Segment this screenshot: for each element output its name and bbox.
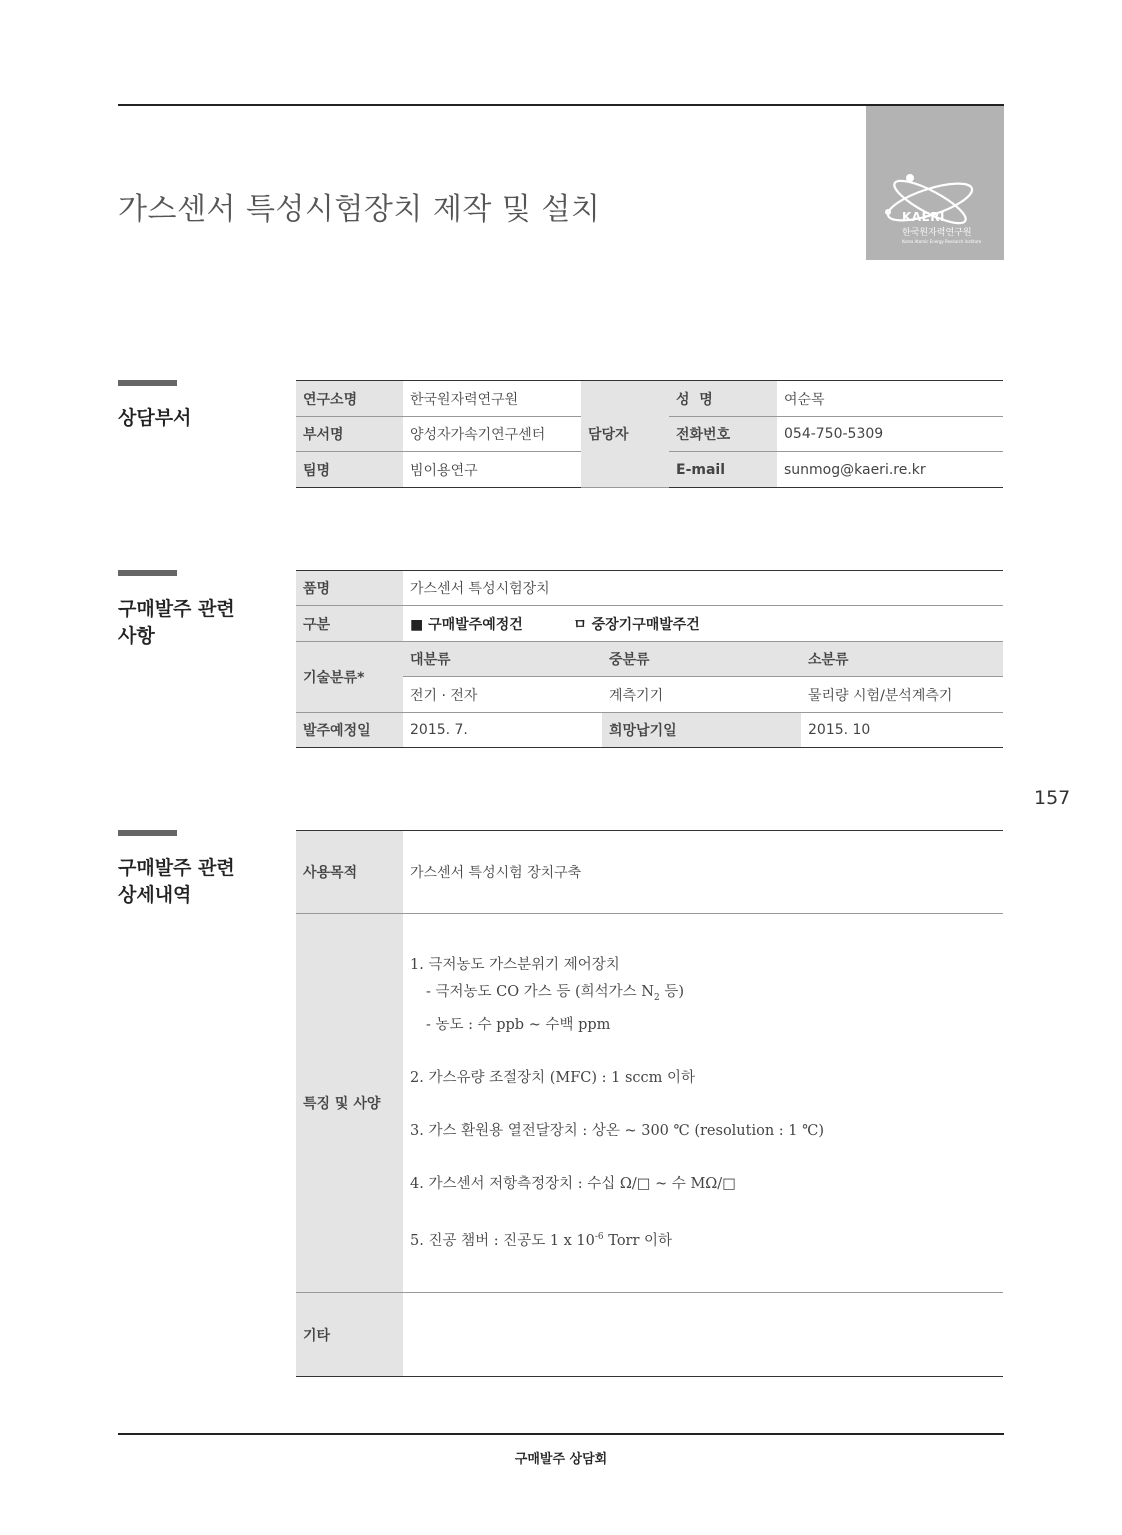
kaeri-logo	[866, 106, 1004, 260]
purchase-row-dates	[296, 713, 1003, 748]
consult-table	[296, 380, 1003, 488]
details-row-etc	[296, 1293, 1003, 1377]
department-value: 양성자가속기연구센터	[403, 417, 581, 452]
middle-value: 계측기기	[602, 677, 801, 713]
tech-label: 기술분류*	[296, 642, 403, 713]
spec-item-2: 2. 가스유량 조절장치 (MFC) : 1 sccm 이하	[410, 1069, 696, 1086]
details-table	[296, 830, 1003, 1377]
purchase-row-item	[296, 571, 1003, 606]
spec-item-5: 5. 진공 챔버 : 진공도 1 x $10^{-6}$ Torr 이하	[410, 1231, 673, 1249]
order-date-label: 발주예정일	[296, 713, 403, 748]
name-label: 성 명	[669, 381, 777, 417]
spec-item-3: 3. 가스 환원용 열전달장치 : 상온 ~ 300 ℃ (resolution : 1 ℃)	[410, 1122, 824, 1139]
item-label: 품명	[296, 571, 403, 606]
purchase-row-tech-values	[296, 677, 1003, 713]
email-value: sunmog@kaeri.re.kr	[777, 452, 1003, 488]
option-longterm-purchase: ㅁ 중장기구매발주건	[573, 616, 700, 633]
consult-section-label: 상담부서	[118, 407, 192, 429]
spec-item-1-sub-1: - 극저농도 CO 가스 등 (희석가스 $N_2$ 등)	[426, 983, 684, 1003]
footer-text: 구매발주 상담회	[514, 1452, 608, 1467]
etc-value	[403, 1293, 1003, 1377]
purchase-section-label: 구매발주 관련 사항	[118, 598, 235, 647]
spec-item-1: 1. 극저농도 가스분위기 제어장치 - 극저농도 CO 가스 등 (희석가스 $N_2$ 등) - 농도 : 수 ppb ~ 수백 ppm	[410, 952, 996, 1039]
middle-label: 중분류	[602, 642, 801, 677]
spec-item-4: 4. 가스센서 저항측정장치 : 수십 Ω/□ ~ 수 MΩ/□	[410, 1175, 736, 1192]
purpose-value: 가스센서 특성시험 장치구축	[403, 831, 1003, 914]
institute-value: 한국원자력연구원	[403, 381, 581, 417]
page-number: 157	[1034, 787, 1071, 809]
department-label: 부서명	[296, 417, 403, 452]
institute-label: 연구소명	[296, 381, 403, 417]
item-value: 가스센서 특성시험장치	[403, 571, 1003, 606]
spec-list	[403, 914, 1003, 1293]
minor-label: 소분류	[801, 642, 1003, 677]
major-label: 대분류	[403, 642, 602, 677]
details-section-bar	[118, 830, 177, 836]
team-label: 팀명	[296, 452, 403, 488]
team-value: 빔이용연구	[403, 452, 581, 488]
category-label: 구분	[296, 606, 403, 642]
purchase-table	[296, 570, 1003, 748]
bottom-rule	[118, 1433, 1004, 1435]
option-planned-purchase: ■ 구매발주예정건	[410, 616, 523, 633]
name-value: 여순목	[777, 381, 1003, 417]
logo-kaeri-text: KAERI	[902, 210, 945, 224]
page-title: 가스센서 특성시험장치 제작 및 설치	[118, 192, 601, 227]
major-value: 전기 · 전자	[403, 677, 602, 713]
logo-english-text: Korea Atomic Energy Research Institute	[902, 239, 982, 244]
consult-row-institute	[296, 381, 1003, 417]
logo-korean-text: 한국원자력연구원	[902, 228, 972, 238]
details-row-purpose	[296, 831, 1003, 914]
purchase-section-bar	[118, 570, 177, 576]
etc-label: 기타	[296, 1293, 403, 1377]
phone-value: 054-750-5309	[777, 417, 1003, 452]
delivery-value: 2015. 10	[801, 713, 1003, 748]
category-options	[403, 606, 1003, 642]
order-date-value: 2015. 7.	[403, 713, 602, 748]
phone-label: 전화번호	[669, 417, 777, 452]
purchase-row-tech-header	[296, 642, 1003, 677]
spec-label: 특징 및 사양	[296, 914, 403, 1293]
purpose-label: 사용목적	[296, 831, 403, 914]
spec-item-1-sub-2: - 농도 : 수 ppb ~ 수백 ppm	[426, 1016, 611, 1033]
email-label: E-mail	[669, 452, 777, 488]
consult-section-bar	[118, 380, 177, 386]
minor-value: 물리량 시험/분석계측기	[801, 677, 1003, 713]
purchase-row-category	[296, 606, 1003, 642]
details-section-label: 구매발주 관련 상세내역	[118, 857, 235, 906]
details-row-spec	[296, 914, 1003, 1293]
contact-label: 담당자	[581, 381, 669, 488]
delivery-label: 희망납기일	[602, 713, 801, 748]
